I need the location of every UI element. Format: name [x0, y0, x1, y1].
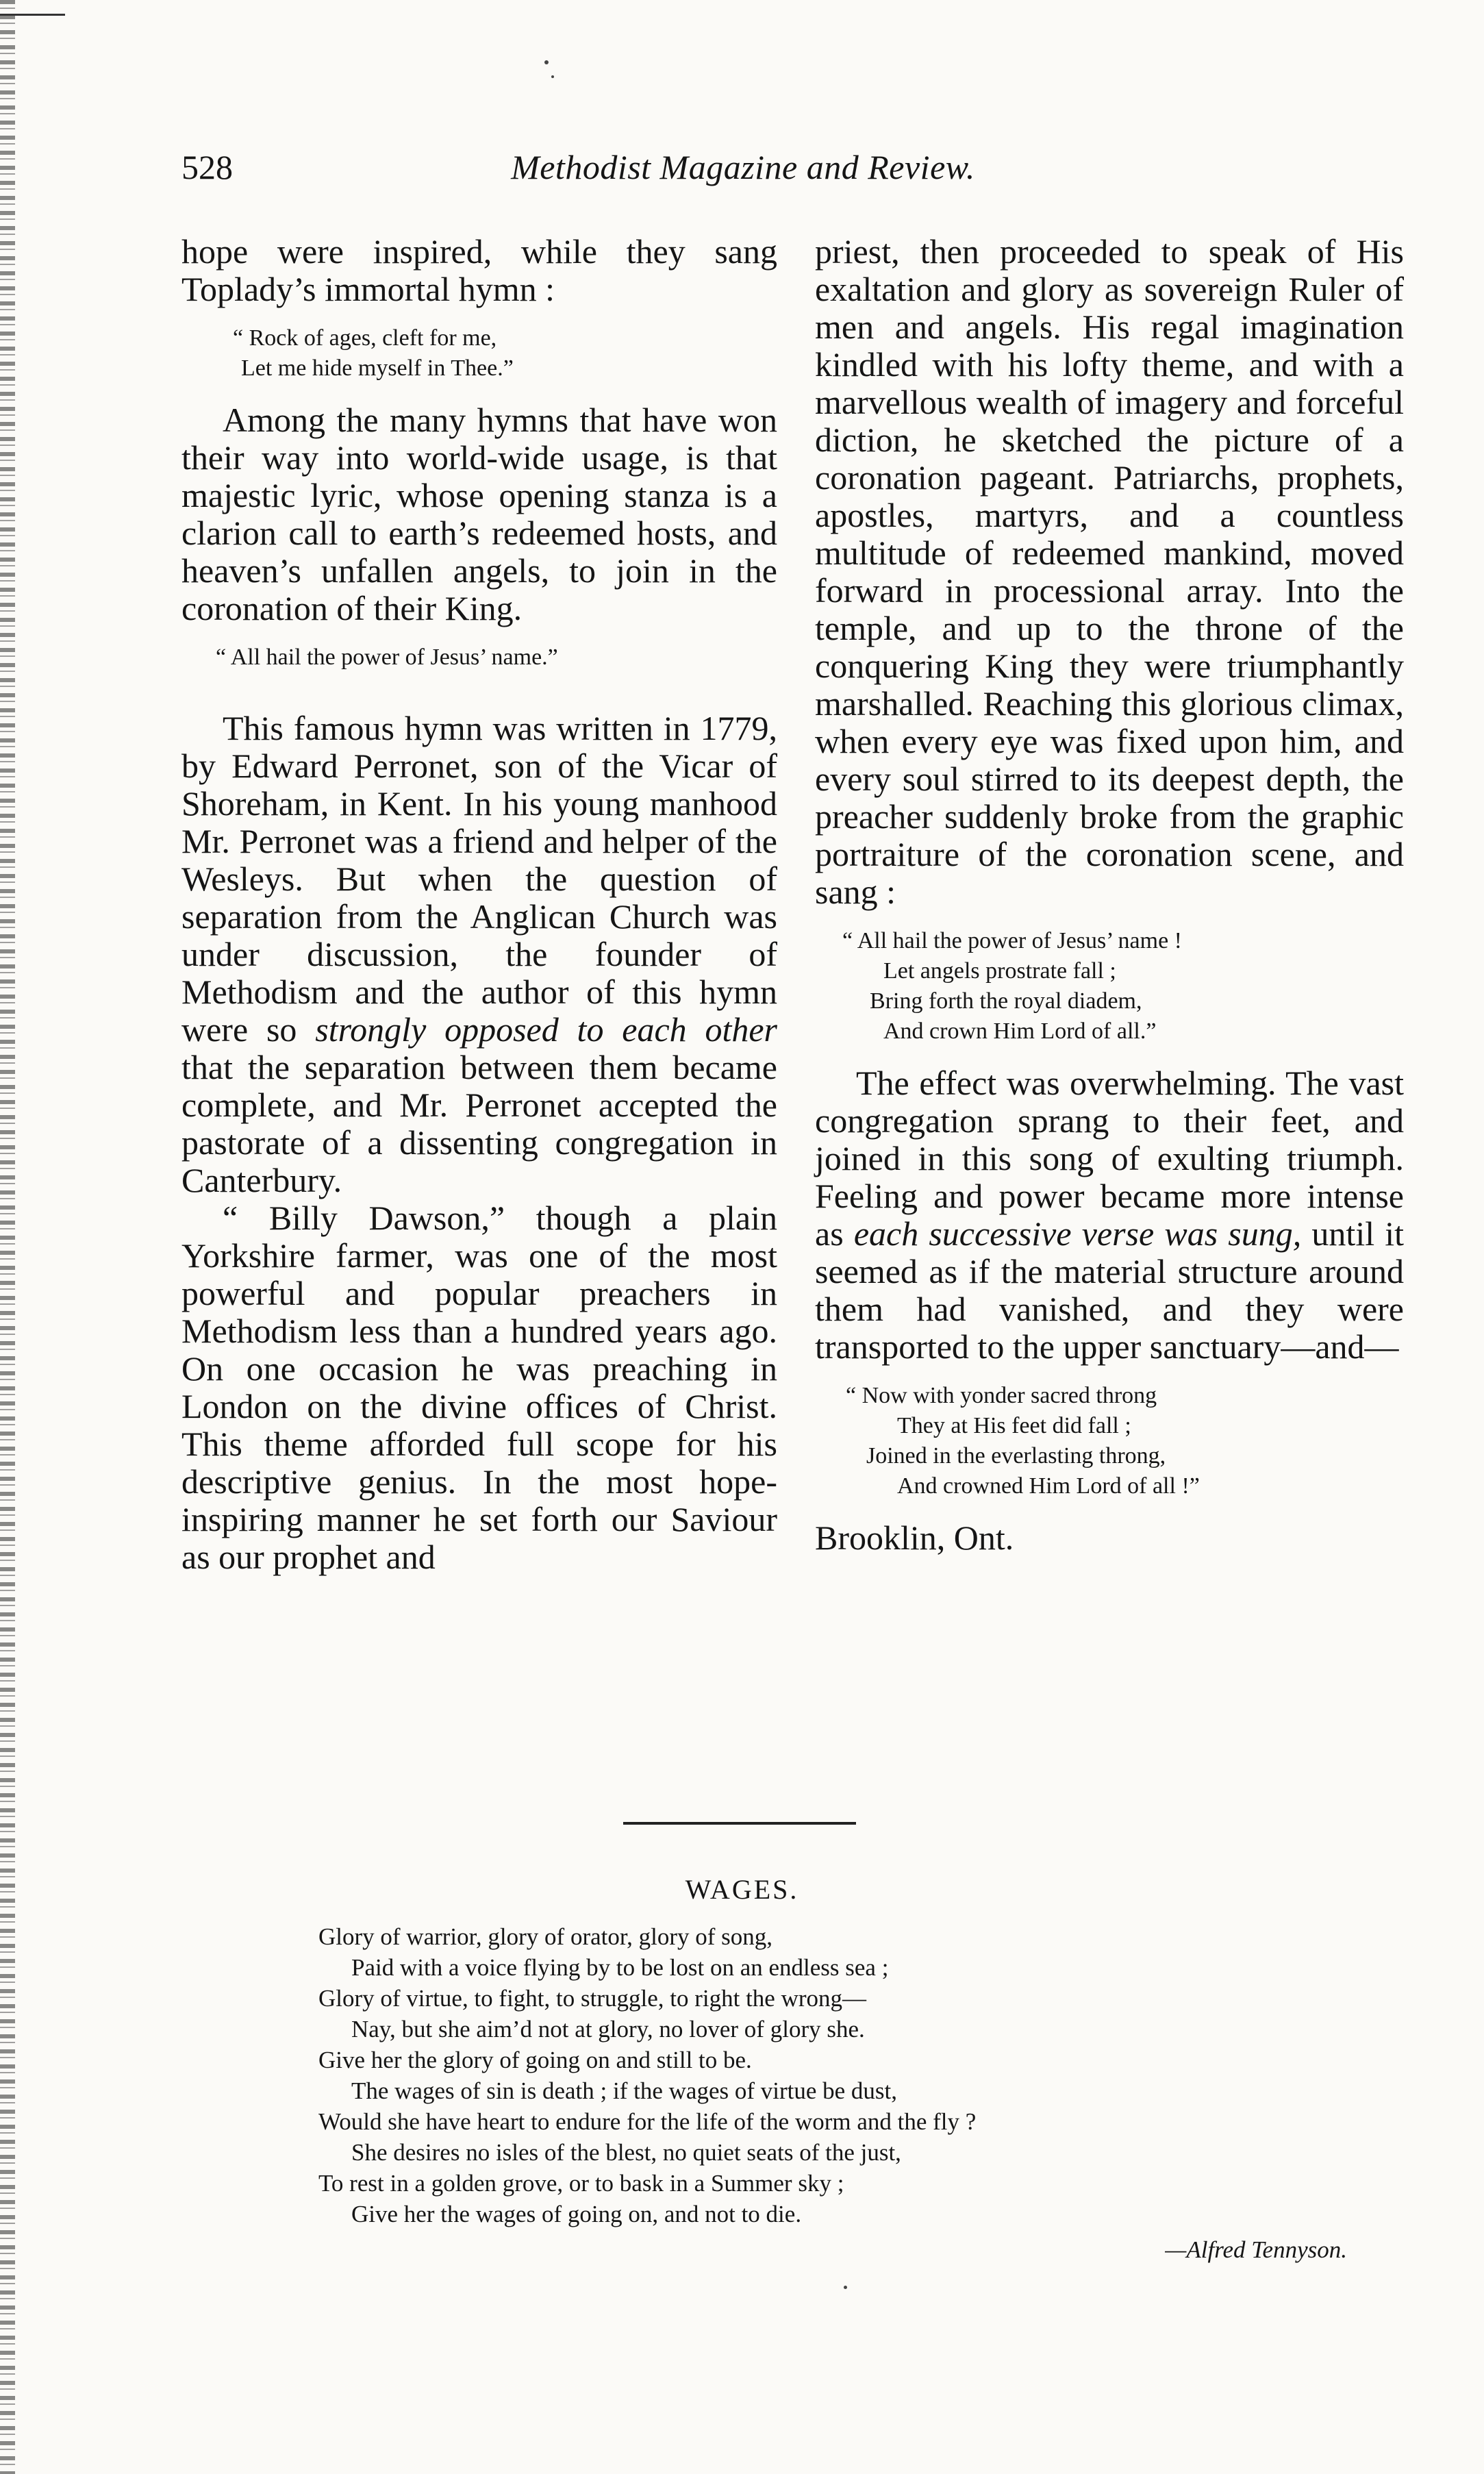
poem-title: WAGES. — [685, 1874, 799, 1905]
text-run: that the separation between them became complete, and Mr. Perronet accepted the pastorate of a dissenting congregation in Canterbury. — [181, 1048, 777, 1199]
quote-line: Let me hide myself in Thee.” — [241, 355, 514, 381]
quote-line: Joined in the everlasting throng, — [866, 1443, 1166, 1469]
signoff: Brooklin, Ont. — [815, 1519, 1014, 1557]
poem-line: Paid with a voice flying by to be lost on an endless sea ; — [351, 1954, 889, 1981]
paragraph — [181, 710, 777, 1199]
quote-block — [181, 642, 777, 673]
paragraph: “ Billy Dawson,” though a plain Yorkshire farmer, was one of the most powerful and popular preachers in Methodism less than a hundred years ago. On one occasion he was preaching in London on the divine offices of Christ. This theme afforded full scope for his descriptive genius. In the most hope-inspiring manner he set forth our Saviour as our prophet and — [181, 1199, 777, 1576]
quote-line: Bring forth the royal diadem, — [870, 988, 1142, 1014]
scan-speck — [551, 75, 554, 78]
scan-binding-edge — [0, 0, 15, 2474]
quote-line: “ Now with yonder sacred throng — [846, 1383, 1157, 1408]
poem-line: Glory of virtue, to fight, to struggle, to right the wrong— — [318, 1985, 867, 2012]
quote-line: And crown Him Lord of all.” — [883, 1019, 1157, 1044]
quote-line: “ All hail the power of Jesus’ name ! — [842, 928, 1183, 953]
poem-line: Nay, but she aim’d not at glory, no lover of glory she. — [351, 2016, 865, 2042]
text-run: until it seemed as if the material structure around them had vanished, and they were transported to the upper sanctuary—and— — [815, 1214, 1405, 1366]
paragraph: priest, then proceeded to speak of His exaltation and glory as sovereign Ruler of men and angels. His regal imagination kindled with his lofty theme, and with a marvellous wealth of imagery and forceful diction, he sketched the picture of a coronation pageant. Patriarchs, prophets, apostles, martyrs, and a countless multitude of redeemed mankind, moved forward in processional array. Into the temple, and up to the throne of the conquering King they were triumphantly marshalled. Reaching this glorious climax, when every eye was fixed upon him, and every soul stirred to its deepest depth, the preacher suddenly broke from the graphic portraiture of the coronation scene, and sang : — [815, 232, 1404, 911]
poem — [318, 1921, 1359, 2229]
poem-line: Would she have heart to endure for the life of the worm and the fly ? — [318, 2108, 977, 2135]
quote-line: “ All hail the power of Jesus’ name.” — [216, 645, 558, 670]
paragraph — [815, 1064, 1404, 1366]
poem-line: To rest in a golden grove, or to bask in a Summer sky ; — [318, 2170, 844, 2197]
quote-block — [815, 1381, 1404, 1501]
poem-line: Give her the glory of going on and still to be. — [318, 2047, 752, 2073]
quote-line: And crowned Him Lord of all !” — [897, 1473, 1200, 1499]
poem-attribution: —Alfred Tennyson. — [1165, 2236, 1347, 2263]
emphasis: each successive verse was sung, — [853, 1214, 1302, 1253]
scan-speck — [544, 60, 549, 64]
poem-line: Give her the wages of going on, and not to die. — [351, 2201, 802, 2227]
text-run: This famous hymn was written in 1779, by Edward Perronet, son of the Vicar of Shoreham, in Kent. In his young manhood Mr. Perronet was a friend and helper of the Wesleys. But when the question of separation from the Anglican Church was under discussion, the founder of Methodism and the author of this hymn were so — [181, 709, 777, 1049]
left-column — [181, 233, 777, 1576]
scan-speck — [844, 2286, 847, 2289]
text-run: The effect was overwhelming. The vast congregation sprang to their feet, and joined in this song of exulting triumph. Feeling and power became more intense as — [815, 1064, 1404, 1253]
quote-block — [181, 323, 777, 384]
emphasis: strongly opposed to each other — [315, 1010, 777, 1049]
running-title: Methodist Magazine and Review. — [511, 148, 975, 186]
quote-line: “ Rock of ages, cleft for me, — [233, 325, 497, 351]
quote-line: They at His feet did fall ; — [897, 1413, 1131, 1438]
right-column — [815, 233, 1404, 1557]
page-number: 528 — [181, 148, 233, 186]
quote-block — [815, 926, 1404, 1047]
poem-line: She desires no isles of the blest, no quiet seats of the just, — [351, 2139, 901, 2166]
scan-corner-rule — [0, 14, 65, 16]
section-divider — [623, 1822, 856, 1825]
page-header — [181, 147, 1305, 195]
paragraph: hope were inspired, while they sang Toplady’s immortal hymn : — [181, 232, 777, 308]
poem-line: Glory of warrior, glory of orator, glory of song, — [318, 1923, 773, 1950]
quote-line: Let angels prostrate fall ; — [883, 958, 1116, 984]
paragraph: Among the many hymns that have won their way into world-wide usage, is that majestic lyric, whose opening stanza is a clarion call to earth’s redeemed hosts, and heaven’s unfallen angels, to join in the coronation of their King. — [181, 401, 777, 627]
poem-line: The wages of sin is death ; if the wages of virtue be dust, — [351, 2077, 898, 2104]
